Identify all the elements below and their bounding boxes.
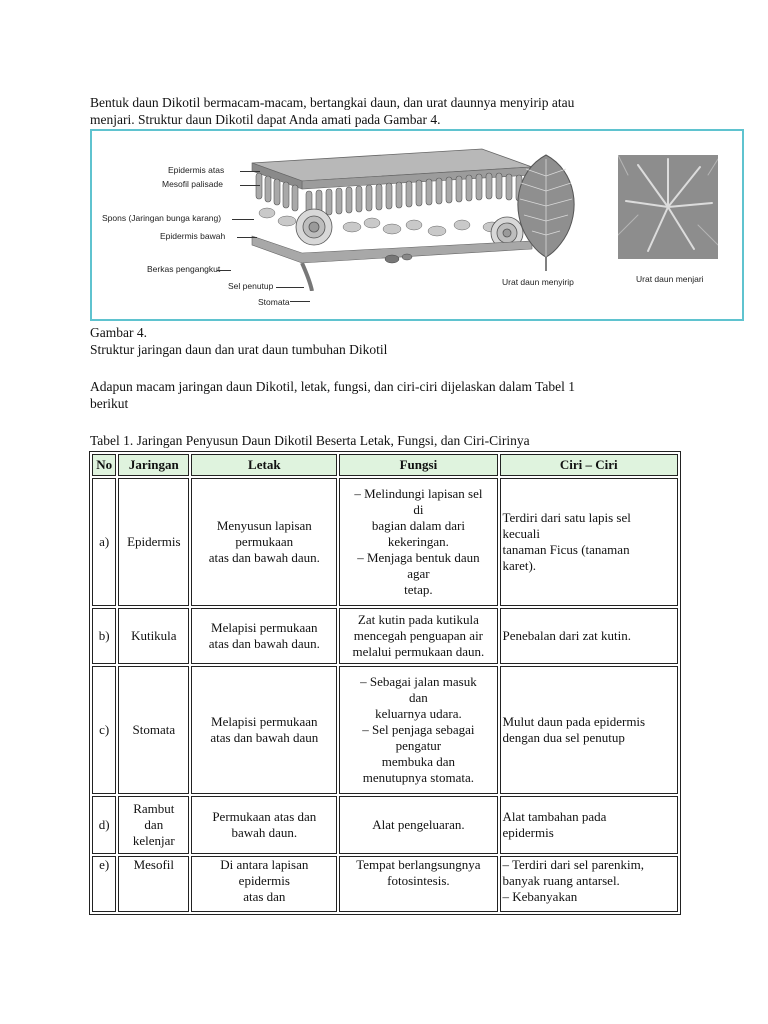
label-stomata: Stomata xyxy=(258,297,290,307)
cell-jaringan: Kutikula xyxy=(118,608,189,664)
label-epidermis-atas: Epidermis atas xyxy=(168,165,225,175)
cell-ciri: Terdiri dari satu lapis sel kecuali tanaman Ficus (tanaman karet). xyxy=(500,478,679,606)
cell-fungsi: Zat kutin pada kutikula mencegah penguapan air melalui permukaan daun. xyxy=(339,608,497,664)
cell-jaringan: Stomata xyxy=(118,666,189,794)
figure-caption: Gambar 4. Struktur jaringan daun dan urat daun tumbuhan Dikotil xyxy=(90,325,388,357)
cell-fungsi: – Sebagai jalan masuk dan keluarnya udara. – Sel penjaga sebagai pengatur membuka dan menutupnya stomata. xyxy=(339,666,497,794)
cell-letak: Melapisi permukaan atas dan bawah daun xyxy=(191,666,337,794)
label-mesofil-palisade: Mesofil palisade xyxy=(162,179,223,189)
cell-letak: Menyusun lapisan permukaan atas dan bawah daun. xyxy=(191,478,337,606)
palmate-leaf-photo xyxy=(618,155,718,259)
cell-ciri: Alat tambahan pada epidermis xyxy=(500,796,679,854)
header-letak: Letak xyxy=(191,454,337,476)
table-header-row xyxy=(92,454,678,476)
cell-ciri: Penebalan dari zat kutin. xyxy=(500,608,679,664)
header-jaringan: Jaringan xyxy=(118,454,189,476)
cell-no: d) xyxy=(92,796,116,854)
label-spons: Spons (Jaringan bunga karang) xyxy=(102,213,222,223)
cell-letak: Permukaan atas dan bawah daun. xyxy=(191,796,337,854)
cell-no: c) xyxy=(92,666,116,794)
table-lead-paragraph: Adapun macam jaringan daun Dikotil, letak, fungsi, dan ciri-ciri dijelaskan dalam Tabel 1 berikut xyxy=(90,379,576,411)
cell-fungsi: Tempat berlangsungnya fotosintesis. xyxy=(339,856,497,912)
figure-4-leaf-structure xyxy=(90,129,744,321)
leaf-cross-section-illustration xyxy=(242,141,542,291)
header-no: No xyxy=(92,454,116,476)
cell-fungsi: Alat pengeluaran. xyxy=(339,796,497,854)
label-sel-penutup: Sel penutup xyxy=(228,281,274,291)
table-row xyxy=(92,666,678,794)
label-urat-menjari: Urat daun menjari xyxy=(636,274,704,284)
table-title: Tabel 1. Jaringan Penyusun Daun Dikotil Beserta Letak, Fungsi, dan Ciri-Cirinya xyxy=(90,433,530,448)
label-epidermis-bawah: Epidermis bawah xyxy=(160,231,226,241)
cell-jaringan: Rambut dan kelenjar xyxy=(118,796,189,854)
cell-ciri: Mulut daun pada epidermis dengan dua sel penutup xyxy=(500,666,679,794)
cell-fungsi: – Melindungi lapisan sel di bagian dalam dari kekeringan. – Menjaga bentuk daun agar tetap. xyxy=(339,478,497,606)
table-row xyxy=(92,796,678,854)
table-row xyxy=(92,856,678,912)
cell-no: e) xyxy=(92,856,116,912)
table-row xyxy=(92,478,678,606)
cell-jaringan: Epidermis xyxy=(118,478,189,606)
cell-no: a) xyxy=(92,478,116,606)
pinnate-leaf-illustration xyxy=(506,151,586,271)
cell-ciri: – Terdiri dari sel parenkim, banyak ruang antarsel. – Kebanyakan xyxy=(500,856,679,912)
cell-letak: Di antara lapisan epidermis atas dan xyxy=(191,856,337,912)
intro-paragraph: Bentuk daun Dikotil bermacam-macam, bertangkai daun, dan urat daunnya menyirip atau menjari. Struktur daun Dikotil dapat Anda amati pada Gambar 4. xyxy=(90,95,575,127)
header-ciri: Ciri – Ciri xyxy=(500,454,679,476)
tissue-table xyxy=(89,451,681,915)
label-berkas-pengangkut: Berkas pengangkut xyxy=(147,264,221,274)
header-fungsi: Fungsi xyxy=(339,454,497,476)
table-row xyxy=(92,608,678,664)
label-urat-menyirip: Urat daun menyirip xyxy=(502,277,574,287)
cell-jaringan: Mesofil xyxy=(118,856,189,912)
cell-no: b) xyxy=(92,608,116,664)
cell-letak: Melapisi permukaan atas dan bawah daun. xyxy=(191,608,337,664)
